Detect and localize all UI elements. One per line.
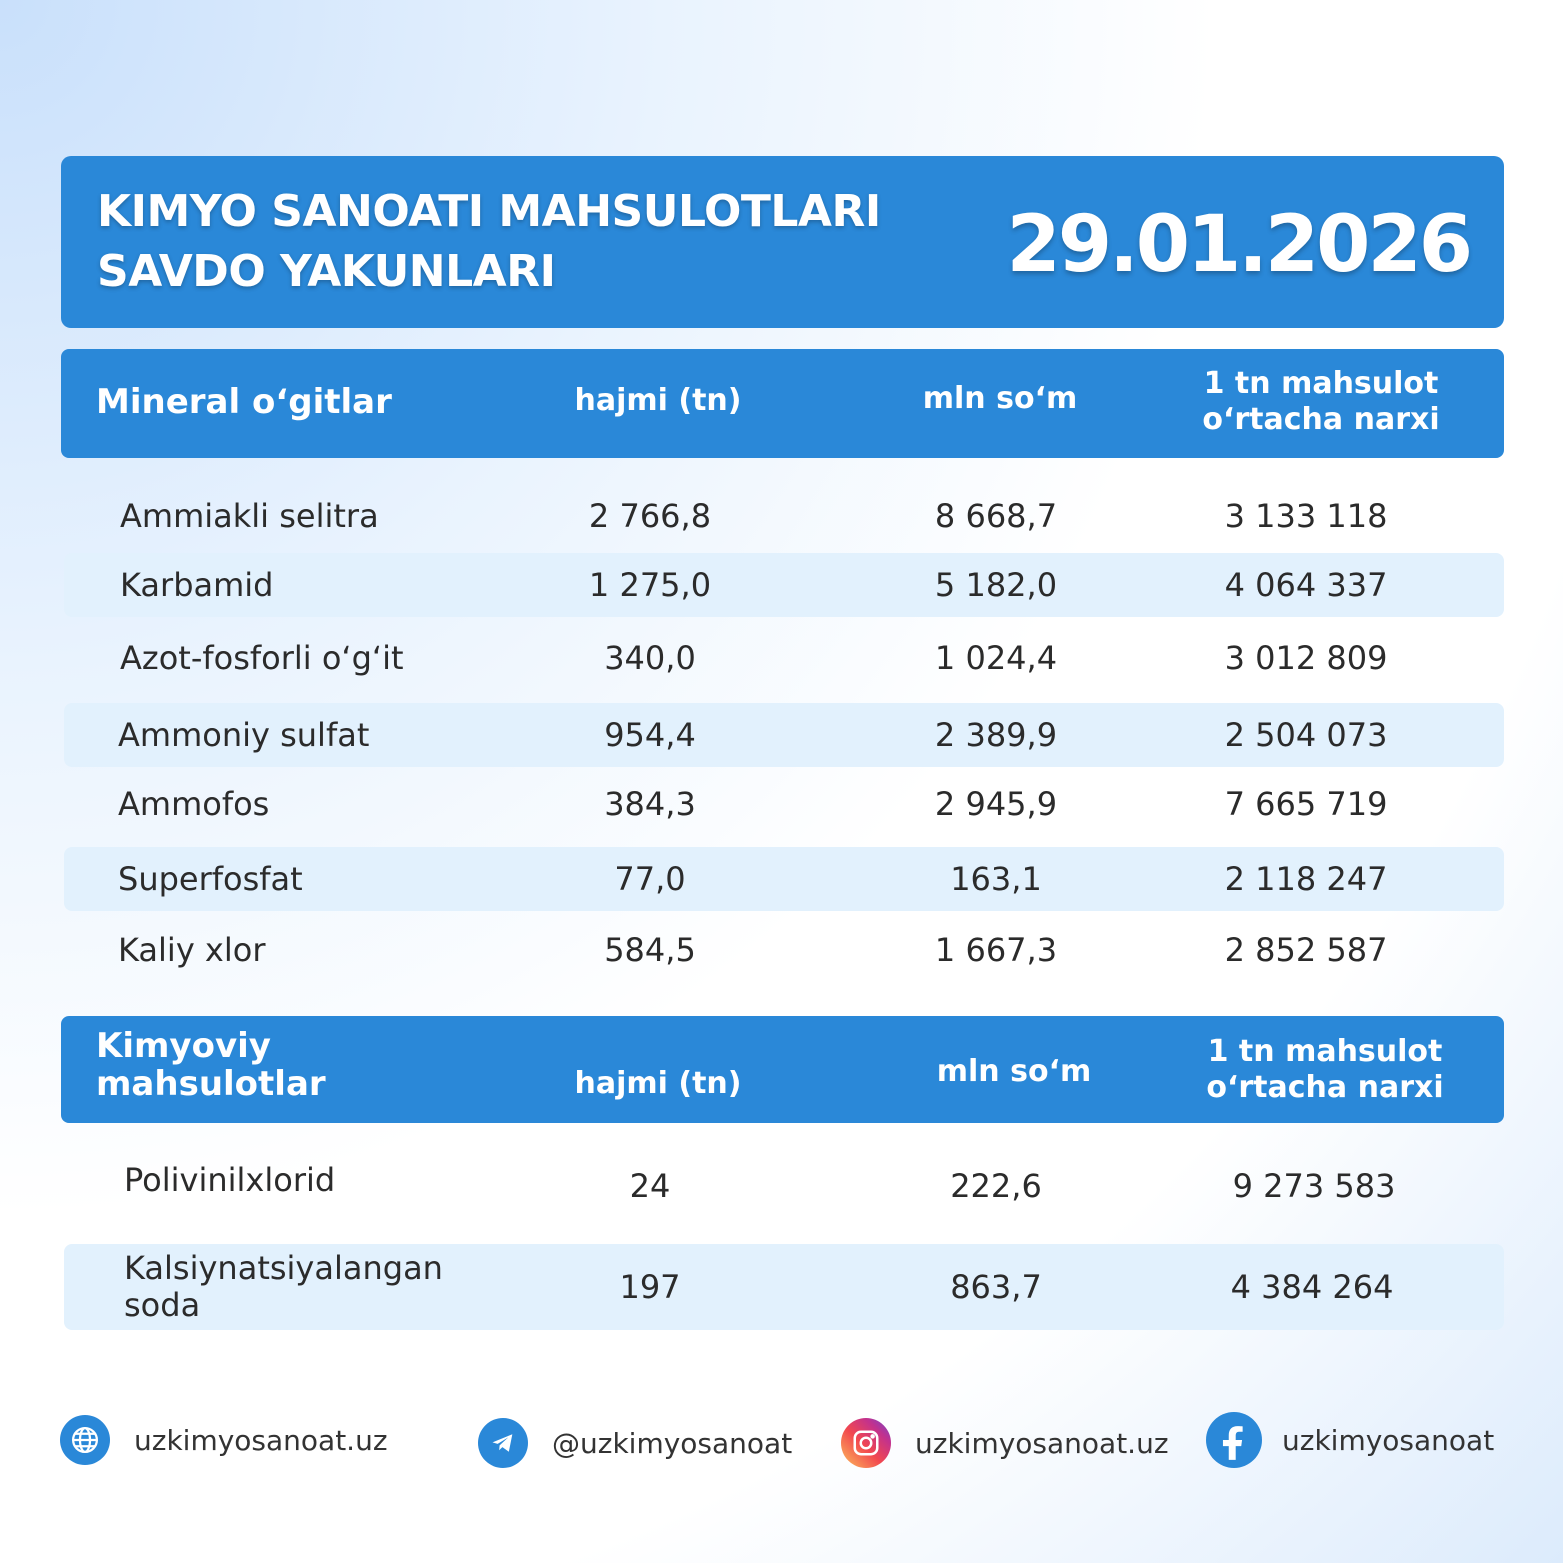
row-value: 1 024,4 — [934, 639, 1058, 677]
facebook-icon — [1206, 1412, 1262, 1468]
table-row — [64, 1244, 1504, 1330]
row-volume: 954,4 — [604, 716, 696, 754]
row-name: Superfosfat — [118, 860, 303, 898]
row-price: 3 012 809 — [1224, 639, 1388, 677]
chemical-table-header — [61, 1016, 1504, 1123]
row-value: 863,7 — [950, 1268, 1042, 1306]
table-row — [64, 484, 1504, 548]
row-name — [124, 1250, 443, 1324]
row-price: 4 384 264 — [1230, 1268, 1394, 1306]
chemical-col-price-line2: o‘rtacha narxi — [1206, 1070, 1444, 1105]
table-row — [64, 703, 1504, 767]
title-line-2: SAVDO YAKUNLARI — [97, 246, 556, 297]
row-value: 2 945,9 — [934, 785, 1058, 823]
mineral-section-title: Mineral o‘gitlar — [96, 382, 392, 422]
instagram-handle[interactable]: uzkimyosanoat.uz — [915, 1426, 1169, 1460]
mineral-col-price — [1171, 366, 1471, 438]
row-value: 5 182,0 — [934, 566, 1058, 604]
mineral-table-header — [61, 349, 1504, 458]
row-name: Polivinilxlorid — [124, 1161, 336, 1199]
footer-telegram[interactable] — [478, 1418, 792, 1468]
row-price: 9 273 583 — [1232, 1167, 1396, 1205]
row-value: 163,1 — [950, 860, 1042, 898]
row-volume: 77,0 — [614, 860, 686, 898]
row-volume: 384,3 — [604, 785, 696, 823]
table-row — [64, 553, 1504, 617]
row-value: 2 389,9 — [934, 716, 1058, 754]
mineral-col-volume: hajmi (tn) — [574, 383, 742, 418]
chemical-col-price — [1175, 1034, 1475, 1106]
row-name: Ammofos — [118, 785, 270, 823]
row-name: Azot-fosforli o‘g‘it — [120, 639, 404, 677]
mineral-col-price-line2: o‘rtacha narxi — [1202, 402, 1440, 437]
table-row — [64, 772, 1504, 836]
row-volume: 24 — [629, 1167, 671, 1205]
title-banner — [61, 156, 1504, 328]
row-price: 7 665 719 — [1224, 785, 1388, 823]
row-name-line2: soda — [124, 1286, 201, 1324]
row-volume: 584,5 — [604, 931, 696, 969]
row-volume: 340,0 — [604, 639, 696, 677]
row-volume: 1 275,0 — [588, 566, 712, 604]
row-name: Kaliy xlor — [118, 931, 266, 969]
row-price: 2 852 587 — [1224, 931, 1388, 969]
row-price: 4 064 337 — [1224, 566, 1388, 604]
table-row — [64, 847, 1504, 911]
row-price: 2 118 247 — [1224, 860, 1388, 898]
row-value: 1 667,3 — [934, 931, 1058, 969]
row-value: 8 668,7 — [934, 497, 1058, 535]
row-volume: 197 — [619, 1268, 681, 1306]
page-title — [97, 182, 881, 302]
row-name: Karbamid — [120, 566, 274, 604]
table-row — [64, 1152, 1504, 1216]
row-price: 3 133 118 — [1224, 497, 1388, 535]
date-label: 29.01.2026 — [1006, 200, 1470, 290]
mineral-col-value: mln so‘m — [922, 381, 1078, 416]
footer-facebook[interactable] — [1206, 1412, 1494, 1468]
telegram-handle[interactable]: @uzkimyosanoat — [552, 1426, 793, 1460]
row-volume: 2 766,8 — [588, 497, 712, 535]
facebook-handle[interactable]: uzkimyosanoat — [1282, 1423, 1495, 1457]
row-name: Ammoniy sulfat — [118, 716, 370, 754]
chemical-col-price-line1: 1 tn mahsulot — [1207, 1034, 1443, 1069]
row-name-line1: Kalsiynatsiyalangan — [124, 1249, 443, 1287]
website-link[interactable]: uzkimyosanoat.uz — [134, 1423, 388, 1457]
telegram-icon — [478, 1418, 528, 1468]
chemical-col-value: mln so‘m — [936, 1054, 1092, 1089]
title-line-1: KIMYO SANOATI MAHSULOTLARI — [97, 186, 881, 237]
table-row — [64, 918, 1504, 982]
instagram-icon — [841, 1418, 891, 1468]
globe-icon — [60, 1415, 110, 1465]
chemical-section-title — [96, 1027, 326, 1103]
chemical-title-line1: Kimyoviy — [96, 1026, 271, 1066]
footer-website[interactable] — [60, 1415, 388, 1465]
table-row — [64, 626, 1504, 690]
row-name: Ammiakli selitra — [120, 497, 379, 535]
row-price: 2 504 073 — [1224, 716, 1388, 754]
chemical-title-line2: mahsulotlar — [96, 1064, 326, 1104]
footer-instagram[interactable] — [841, 1418, 1169, 1468]
row-value: 222,6 — [950, 1167, 1042, 1205]
mineral-col-price-line1: 1 tn mahsulot — [1203, 366, 1439, 401]
chemical-col-volume: hajmi (tn) — [574, 1066, 742, 1101]
